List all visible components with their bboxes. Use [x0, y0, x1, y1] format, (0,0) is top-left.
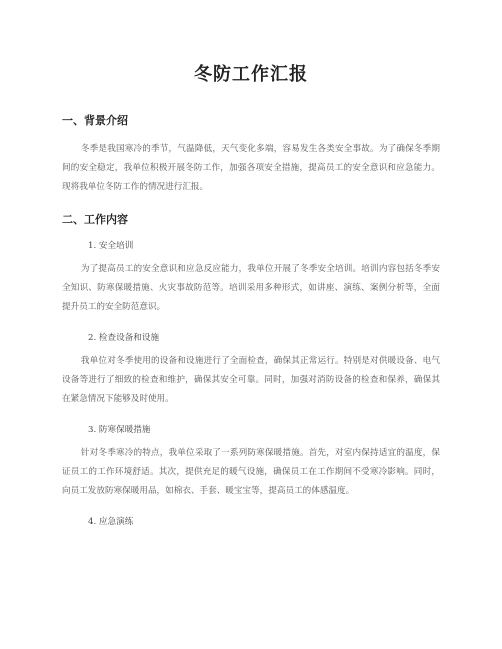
item-title-safety-training: 1. 安全培训: [88, 241, 134, 251]
item-text-cold-protection: 针对冬季寒冷的特点，我单位采取了一系列防寒保暖措施。首先，对室内保持适宜的温度，保证员工的工作环境舒适。其次，提供充足的暖气设施，确保员工在工作期间不受寒冷影响。同时，向员工发放防寒保暖用品，如棉衣、手套、暖宝宝等，提高员工的体感温度。: [62, 448, 440, 496]
background-paragraph: 冬季是我国寒冷的季节，气温降低，天气变化多端，容易发生各类安全事故。为了确保冬季期间的安全稳定，我单位积极开展冬防工作，加强各项安全措施，提高员工的安全意识和应急能力。现将我单位冬防工作的情况进行汇报。: [62, 144, 440, 192]
item-title-cold-protection: 3. 防寒保暖措施: [88, 425, 151, 435]
section-heading-background: 一、背景介绍: [62, 114, 128, 127]
section-heading-work-content: 二、工作内容: [62, 213, 128, 226]
item-title-equipment-check: 2. 检查设备和设施: [88, 333, 160, 343]
item-title-emergency-drill: 4. 应急演练: [88, 517, 134, 527]
document-title: 冬防工作汇报: [194, 64, 308, 85]
item-text-equipment-check: 我单位对冬季使用的设备和设施进行了全面检查，确保其正常运行。特别是对供暖设备、电气设备等进行了细致的检查和维护，确保其安全可靠。同时，加强对消防设备的检查和保养，确保其在紧急情况下能够及时使用。: [62, 356, 440, 404]
item-text-safety-training: 为了提高员工的安全意识和应急反应能力，我单位开展了冬季安全培训。培训内容包括冬季安全知识、防寒保暖措施、火灾事故防范等。培训采用多种形式，如讲座、演练、案例分析等，全面提升员工的安全防范意识。: [62, 264, 440, 312]
